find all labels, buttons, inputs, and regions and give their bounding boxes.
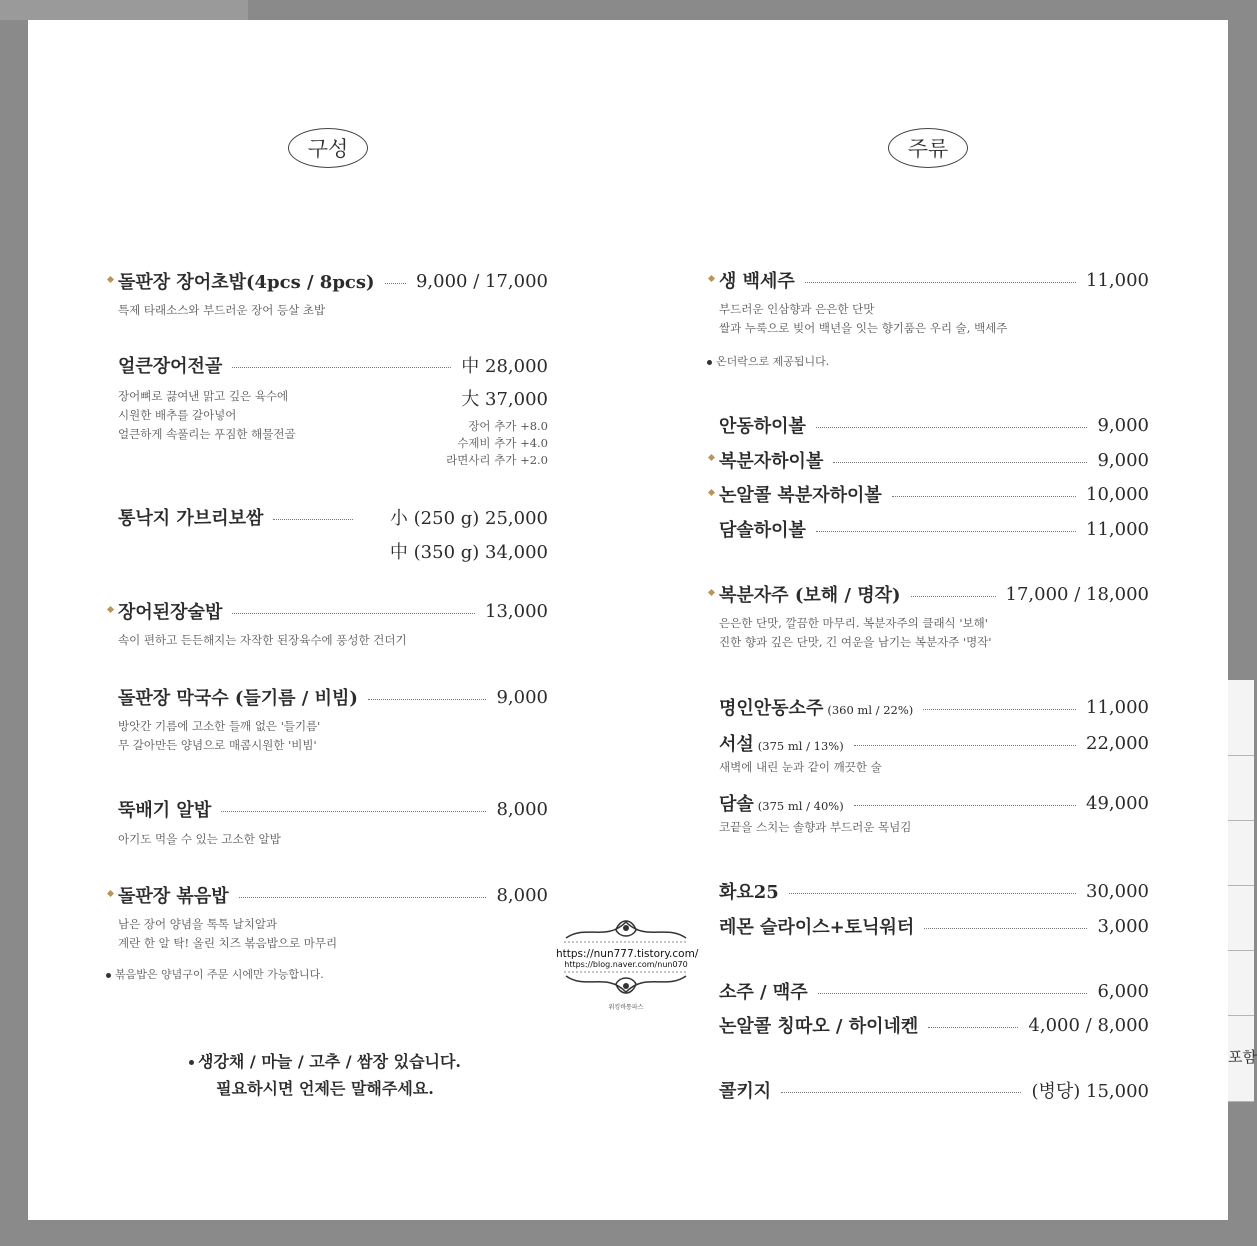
description-line: 새벽에 내린 눈과 같이 깨끗한 술 xyxy=(719,760,882,774)
menu-item xyxy=(719,978,1149,1004)
background-strip xyxy=(0,0,248,20)
dotted-leader xyxy=(232,367,451,368)
note-bullet xyxy=(106,973,111,978)
recommend-bullet xyxy=(107,890,114,897)
description-line: 특제 타래소스와 부드러운 장어 등살 초밥 xyxy=(118,303,326,317)
menu-item xyxy=(118,504,548,530)
item-spec: (375 ml / 13%) xyxy=(757,739,844,753)
menu-item xyxy=(719,913,1149,939)
item-name xyxy=(719,694,913,720)
item-price-medium: 中 (350 g) 34,000 xyxy=(389,542,548,563)
menu-item xyxy=(719,730,1149,756)
recommend-bullet xyxy=(708,589,715,596)
item-price-medium: 中 28,000 xyxy=(461,356,548,377)
addon-line: 라면사리 추가 +2.0 xyxy=(446,453,548,467)
menu-item xyxy=(719,694,1149,720)
item-name xyxy=(719,790,844,816)
item-name: 통낙지 가브리보쌈 xyxy=(118,508,264,529)
item-name: 소주 / 맥주 xyxy=(719,982,808,1003)
description-line: 시원한 배추를 갈아넣어 xyxy=(118,408,237,422)
item-name-text: 담솔 xyxy=(719,794,754,815)
description-line: 얼큰하게 속풀리는 푸짐한 해물전골 xyxy=(118,427,296,441)
item-name: 안동하이볼 xyxy=(719,416,806,437)
item-name: 논알콜 칭따오 / 하이네켄 xyxy=(719,1016,919,1037)
item-name: 콜키지 xyxy=(719,1081,772,1102)
item-price: 9,000 xyxy=(1097,449,1149,471)
dotted-leader xyxy=(854,745,1076,746)
menu-item xyxy=(719,790,1149,816)
description-line: 무 갈아만든 양념으로 매콤시원한 '비빔' xyxy=(118,738,317,752)
menu-item xyxy=(118,882,548,908)
heading-drinks: 주류 xyxy=(888,128,968,168)
side-panel-text: 포함 xyxy=(1228,1048,1257,1066)
item-name: 복분자주 (보해 / 명작) xyxy=(719,585,901,606)
menu-item xyxy=(118,796,548,822)
menu-item xyxy=(719,581,1149,607)
menu-item xyxy=(719,1012,1149,1038)
item-description xyxy=(118,915,337,953)
item-name: 뚝배기 알밥 xyxy=(118,800,212,821)
item-price: 3,000 xyxy=(1097,915,1149,937)
item-price: 8,000 xyxy=(496,884,548,906)
item-description xyxy=(118,301,325,320)
footer-notice xyxy=(120,1048,530,1102)
addon-line: 장어 추가 +8.0 xyxy=(468,419,548,433)
recommend-bullet xyxy=(708,454,715,461)
item-name: 담솔하이볼 xyxy=(719,520,806,541)
dotted-leader xyxy=(385,283,406,284)
item-price: 9,000 xyxy=(496,686,548,708)
recommend-bullet xyxy=(708,489,715,496)
item-name: 복분자하이볼 xyxy=(719,451,824,472)
dotted-leader xyxy=(789,893,1076,894)
item-description xyxy=(719,300,1007,338)
item-name-text: 서설 xyxy=(719,734,754,755)
menu-item xyxy=(719,267,1149,293)
footer-line xyxy=(120,1048,530,1075)
item-price: 22,000 xyxy=(1086,732,1149,754)
item-name: 돌판장 볶음밥 xyxy=(118,886,229,907)
footer-line-text: 생강채 / 마늘 / 고추 / 쌈장 있습니다. xyxy=(197,1052,462,1071)
item-description xyxy=(118,387,296,444)
item-description xyxy=(719,758,882,777)
description-line: 쌀과 누룩으로 빚어 백년을 잇는 향기품은 우리 술, 백세주 xyxy=(719,321,1008,335)
item-spec: (360 ml / 22%) xyxy=(827,703,914,717)
item-price-small: 小 (250 g) 25,000 xyxy=(389,508,548,529)
addon-line: 수제비 추가 +4.0 xyxy=(457,436,548,450)
menu-item xyxy=(719,447,1149,473)
item-description xyxy=(118,631,407,650)
dotted-leader xyxy=(239,897,487,898)
item-price: 9,000 / 17,000 xyxy=(415,270,548,292)
item-name: 화요25 xyxy=(719,882,779,903)
addon-list xyxy=(446,418,548,469)
side-panel-divider xyxy=(1228,755,1254,756)
dotted-leader xyxy=(924,928,1087,929)
description-line: 아기도 먹을 수 있는 고소한 알밥 xyxy=(118,832,281,846)
menu-item xyxy=(118,598,548,624)
ornament-bottom-icon xyxy=(556,970,696,998)
item-name: 논알콜 복분자하이볼 xyxy=(719,485,882,506)
item-price: 11,000 xyxy=(1086,269,1149,291)
recommend-bullet xyxy=(708,275,715,282)
item-price: 4,000 / 8,000 xyxy=(1028,1014,1149,1036)
dotted-leader xyxy=(892,496,1076,497)
dotted-leader xyxy=(923,709,1076,710)
watermark-caption: 워킹바통파스 xyxy=(608,1004,644,1011)
item-price: 11,000 xyxy=(1086,518,1149,540)
side-panel-divider xyxy=(1228,950,1254,951)
item-name: 돌판장 막국수 (들기름 / 비빔) xyxy=(118,688,358,709)
menu-item xyxy=(118,684,548,710)
description-line: 속이 편하고 든든해지는 자작한 된장육수에 풍성한 건더기 xyxy=(118,633,407,647)
description-line: 부드러운 인삼향과 은은한 단맛 xyxy=(719,302,875,316)
note-bullet xyxy=(707,360,712,365)
description-line: 남은 장어 양념을 톡톡 날치알과 xyxy=(118,917,278,931)
dotted-leader xyxy=(273,519,353,520)
item-price: (병당) 15,000 xyxy=(1031,1081,1149,1102)
item-price-large: 大 37,000 xyxy=(461,389,548,410)
dotted-leader xyxy=(805,282,1076,283)
footer-bullet xyxy=(189,1060,194,1065)
watermark-url-2: https://blog.naver.com/nun070 xyxy=(564,960,688,969)
item-name-text: 명인안동소주 xyxy=(719,698,824,719)
item-price: 9,000 xyxy=(1097,414,1149,436)
dotted-leader xyxy=(854,805,1076,806)
item-price: 11,000 xyxy=(1086,696,1149,718)
item-spec: (375 ml / 40%) xyxy=(757,799,844,813)
side-panel-divider xyxy=(1228,1101,1254,1102)
item-name: 장어된장술밥 xyxy=(118,602,223,623)
item-price: 6,000 xyxy=(1097,980,1149,1002)
item-description xyxy=(118,717,320,755)
recommend-bullet xyxy=(107,276,114,283)
description-line: 진한 향과 깊은 단맛, 긴 여운을 남기는 복분자주 '명작' xyxy=(719,635,992,649)
dotted-leader xyxy=(816,531,1076,532)
dotted-leader xyxy=(911,596,996,597)
dotted-leader xyxy=(221,811,486,812)
side-panel-divider xyxy=(1228,820,1254,821)
background-side-panel xyxy=(1228,680,1257,1102)
menu-sheet xyxy=(28,20,1228,1220)
menu-item xyxy=(719,1077,1149,1103)
note-text: 온더락으로 제공됩니다. xyxy=(716,355,830,368)
item-description xyxy=(118,830,281,849)
description-line: 계란 한 알 탁! 올린 치즈 볶음밥으로 마무리 xyxy=(118,936,338,950)
item-name: 레몬 슬라이스+토닉워터 xyxy=(719,917,915,938)
item-price: 49,000 xyxy=(1086,792,1149,814)
watermark-url-1: https://nun777.tistory.com/ xyxy=(556,948,699,960)
side-panel-divider xyxy=(1228,1015,1254,1016)
ornament-top-icon xyxy=(556,916,696,944)
item-price: 13,000 xyxy=(485,600,548,622)
dotted-leader xyxy=(816,427,1088,428)
fried-rice-note xyxy=(106,966,324,982)
recommend-bullet xyxy=(107,606,114,613)
item-price: 17,000 / 18,000 xyxy=(1005,583,1149,605)
menu-item xyxy=(118,352,548,378)
item-price: 10,000 xyxy=(1086,483,1149,505)
item-description xyxy=(719,818,911,837)
description-line: 은은한 단맛, 깔끔한 마무리. 복분자주의 클래식 '보해' xyxy=(719,616,988,630)
item-name: 돌판장 장어초밥(4pcs / 8pcs) xyxy=(118,272,375,293)
menu-item xyxy=(719,878,1149,904)
dotted-leader xyxy=(928,1027,1018,1028)
description-line: 장어뼈로 끓여낸 맑고 깊은 육수에 xyxy=(118,389,289,403)
footer-line: 필요하시면 언제든 말해주세요. xyxy=(216,1079,434,1098)
dotted-leader xyxy=(781,1092,1021,1093)
item-name: 생 백세주 xyxy=(719,271,795,292)
description-line: 방앗간 기름에 고소한 들깨 없은 '들기름' xyxy=(118,719,321,733)
heading-composition: 구성 xyxy=(288,128,368,168)
dotted-leader xyxy=(232,613,475,614)
item-description xyxy=(719,614,992,652)
item-price: 8,000 xyxy=(496,798,548,820)
menu-item xyxy=(118,268,548,294)
item-name xyxy=(719,730,844,756)
note-text: 볶음밥은 양념구이 주문 시에만 가능합니다. xyxy=(115,968,324,981)
dotted-leader xyxy=(368,699,487,700)
side-panel-divider xyxy=(1228,885,1254,886)
description-line: 코끝을 스치는 솔향과 부드러운 목넘김 xyxy=(719,820,912,834)
menu-item xyxy=(719,412,1149,438)
dotted-leader xyxy=(833,462,1087,463)
menu-item xyxy=(719,481,1149,507)
on-the-rocks-note xyxy=(707,353,829,369)
menu-item xyxy=(719,516,1149,542)
item-price: 30,000 xyxy=(1086,880,1149,902)
dotted-leader xyxy=(818,993,1088,994)
item-name: 얼큰장어전골 xyxy=(118,356,223,377)
blog-watermark xyxy=(556,916,699,1020)
